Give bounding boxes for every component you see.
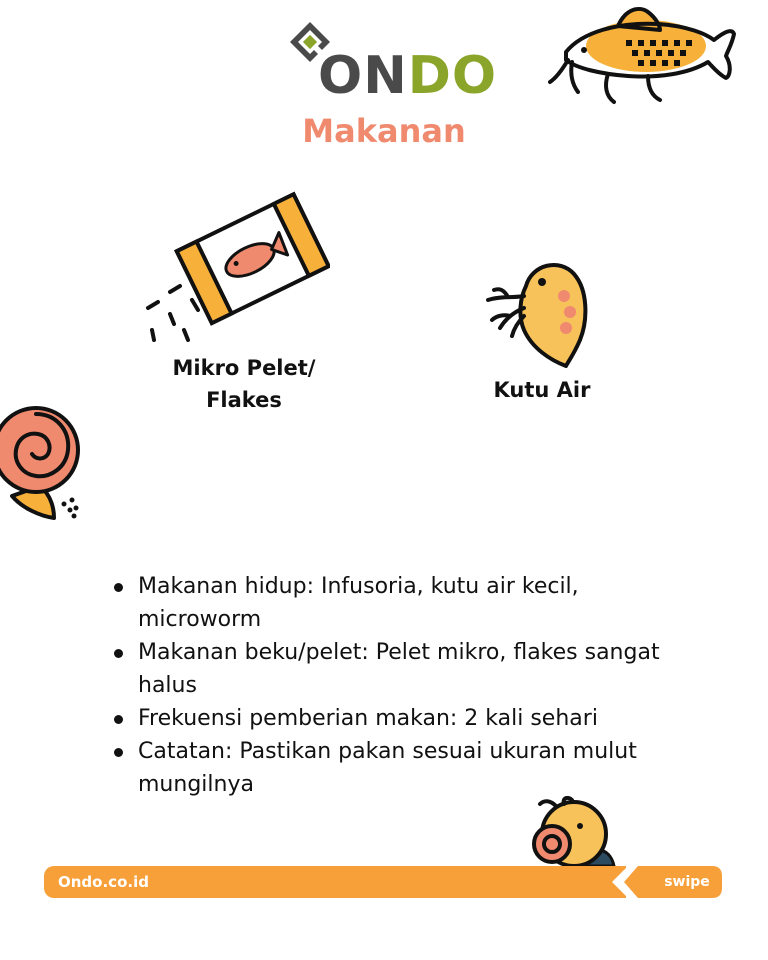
list-item-text: Makanan hidup: Infusoria, kutu air kecil, microworm xyxy=(138,574,579,632)
bullet-dot xyxy=(114,649,123,658)
food-label-daphnia: Kutu Air xyxy=(493,378,591,402)
daphnia-icon xyxy=(480,256,600,368)
bullet-dot xyxy=(114,748,123,757)
page-title: Makanan xyxy=(302,112,466,150)
list-item xyxy=(110,702,690,735)
bullet-dot xyxy=(114,583,123,592)
logo-text-on: ON xyxy=(318,46,408,106)
brand-logo xyxy=(288,20,498,106)
feeding-notes-list xyxy=(110,570,690,801)
list-item xyxy=(110,636,690,702)
food-label-pellet-line2: Flakes xyxy=(206,388,282,412)
bullet-dot xyxy=(114,715,123,724)
logo-wordmark xyxy=(318,46,498,106)
snail-icon xyxy=(526,796,616,870)
footer-website-link[interactable]: Ondo.co.id xyxy=(58,873,149,891)
swipe-button[interactable]: swipe xyxy=(664,874,710,890)
list-item-text: Makanan beku/pelet: Pelet mikro, flakes sangat halus xyxy=(138,640,660,698)
snail-icon xyxy=(0,400,84,524)
food-label-pellet-line1: Mikro Pelet/ xyxy=(172,356,316,380)
list-item xyxy=(110,735,690,801)
food-label-pellet xyxy=(160,352,328,416)
list-item-text: Frekuensi pemberian makan: 2 kali sehari xyxy=(138,706,598,731)
fish-food-box-icon xyxy=(140,190,330,360)
catfish-icon xyxy=(548,4,738,108)
logo-text-do: DO xyxy=(407,46,498,106)
list-item xyxy=(110,570,690,636)
list-item-text: Catatan: Pastikan pakan sesuai ukuran mulut mungilnya xyxy=(138,739,637,797)
